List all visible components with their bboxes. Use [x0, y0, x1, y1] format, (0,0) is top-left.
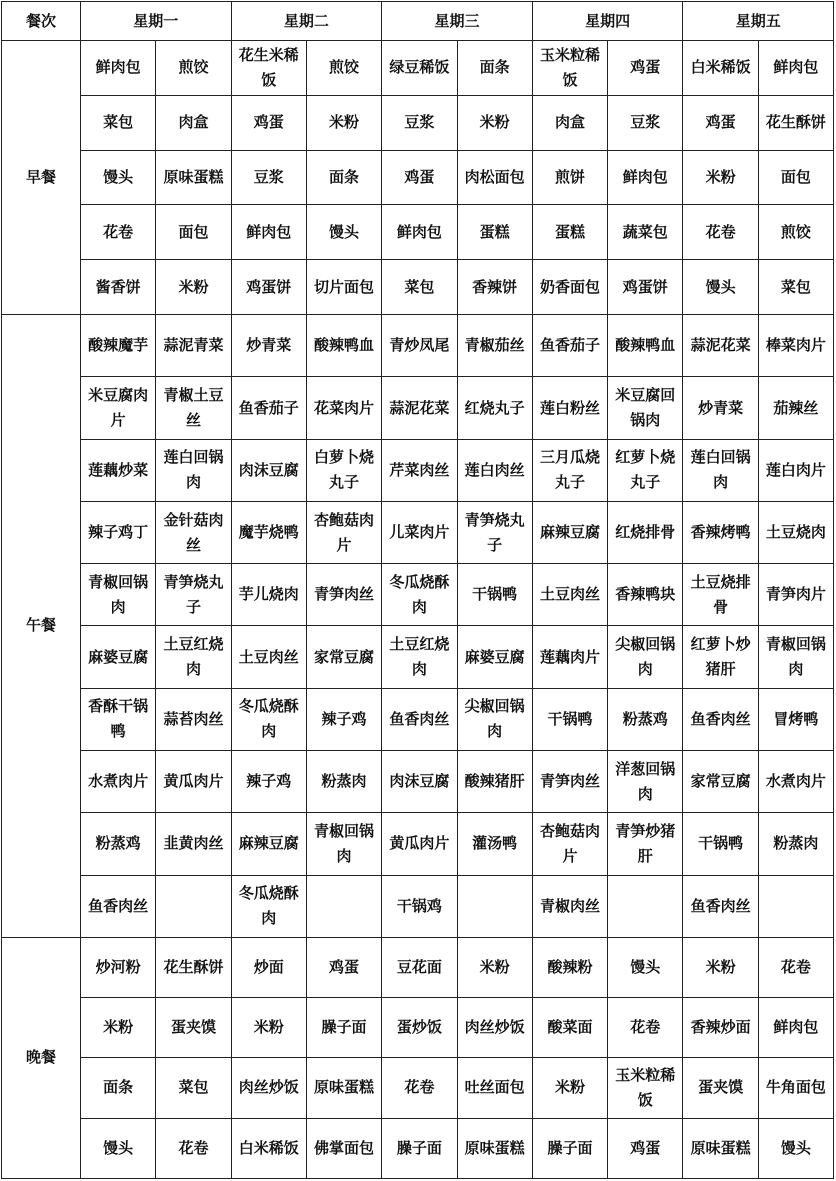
dish-cell: 辣子鸡丁: [81, 501, 156, 563]
dish-cell: 青笋炒猪肝: [608, 813, 683, 875]
dish-cell: 臊子面: [382, 1118, 457, 1178]
dish-cell: [156, 875, 231, 937]
dish-cell: 儿菜肉片: [382, 501, 457, 563]
dish-cell: 鱼香肉丝: [683, 688, 758, 750]
breakfast-row: [2, 41, 834, 96]
dish-cell: 杏鲍菇肉片: [532, 813, 607, 875]
dish-cell: 粉蒸肉: [306, 751, 381, 813]
dish-cell: 芹菜肉丝: [382, 439, 457, 501]
dish-cell: 蒜泥青菜: [156, 315, 231, 377]
dish-cell: 面条: [81, 1058, 156, 1118]
lunch-row: [2, 875, 834, 937]
dish-cell: 芋儿烧肉: [231, 564, 306, 626]
dish-cell: 青炒凤尾: [382, 315, 457, 377]
dish-cell: 莲白肉丝: [457, 439, 532, 501]
dish-cell: 米粉: [683, 150, 758, 205]
dish-cell: 家常豆腐: [683, 751, 758, 813]
dish-cell: 米豆腐回锅肉: [608, 377, 683, 439]
dish-cell: 酸辣猪肝: [457, 751, 532, 813]
dinner-row: [2, 1058, 834, 1118]
dish-cell: 鱼香茄子: [532, 315, 607, 377]
dish-cell: 肉丝炒饭: [231, 1058, 306, 1118]
dish-cell: 粉蒸鸡: [608, 688, 683, 750]
dish-cell: 馒头: [81, 1118, 156, 1178]
day-header-wednesday: 星期三: [382, 2, 533, 41]
dish-cell: 鱼香肉丝: [81, 875, 156, 937]
dish-cell: 鸡蛋饼: [231, 260, 306, 315]
dish-cell: 红烧排骨: [608, 501, 683, 563]
dish-cell: 莲白粉丝: [532, 377, 607, 439]
dish-cell: 菜包: [758, 260, 833, 315]
dish-cell: 佛掌面包: [306, 1118, 381, 1178]
dish-cell: 青椒肉丝: [532, 875, 607, 937]
dish-cell: 香辣鸭块: [608, 564, 683, 626]
dish-cell: 鸡蛋: [231, 95, 306, 150]
dish-cell: 米粉: [457, 937, 532, 997]
dish-cell: 米粉: [457, 95, 532, 150]
dish-cell: 鱼香茄子: [231, 377, 306, 439]
dish-cell: 菜包: [382, 260, 457, 315]
dish-cell: 鸡蛋: [683, 95, 758, 150]
dish-cell: 鲜肉包: [608, 150, 683, 205]
dish-cell: 米豆腐肉片: [81, 377, 156, 439]
dish-cell: 杏鲍菇肉片: [306, 501, 381, 563]
day-header-monday: 星期一: [81, 2, 232, 41]
dish-cell: 干锅鸭: [683, 813, 758, 875]
dish-cell: 香辣烤鸭: [683, 501, 758, 563]
dish-cell: 蛋糕: [457, 205, 532, 260]
dish-cell: 莲白肉片: [758, 439, 833, 501]
dish-cell: 奶香面包: [532, 260, 607, 315]
dish-cell: 洋葱回锅肉: [608, 751, 683, 813]
dish-cell: 水煮肉片: [81, 751, 156, 813]
dish-cell: 馒头: [306, 205, 381, 260]
dish-cell: 面包: [758, 150, 833, 205]
dish-cell: 鱼香肉丝: [683, 875, 758, 937]
dish-cell: 麻婆豆腐: [457, 626, 532, 688]
dish-cell: 酸辣鸭血: [306, 315, 381, 377]
dish-cell: 花卷: [156, 1118, 231, 1178]
dish-cell: 青椒土豆丝: [156, 377, 231, 439]
dish-cell: 黄瓜肉片: [156, 751, 231, 813]
dish-cell: 花卷: [683, 205, 758, 260]
dish-cell: 酸辣粉: [532, 937, 607, 997]
dish-cell: 米粉: [306, 95, 381, 150]
dish-cell: 粉蒸肉: [758, 813, 833, 875]
dish-cell: 黄瓜肉片: [382, 813, 457, 875]
lunch-row: [2, 439, 834, 501]
dish-cell: 炒面: [231, 937, 306, 997]
dish-cell: 蒜泥花菜: [382, 377, 457, 439]
dish-cell: 红烧丸子: [457, 377, 532, 439]
dish-cell: 土豆肉丝: [231, 626, 306, 688]
dish-cell: 冬瓜烧酥肉: [231, 688, 306, 750]
dish-cell: 肉沫豆腐: [231, 439, 306, 501]
dish-cell: 肉盒: [156, 95, 231, 150]
dish-cell: 豆花面: [382, 937, 457, 997]
dish-cell: 青笋肉丝: [306, 564, 381, 626]
dish-cell: 韭黄肉丝: [156, 813, 231, 875]
lunch-row: [2, 626, 834, 688]
dinner-row: [2, 937, 834, 997]
dish-cell: 米粉: [231, 998, 306, 1058]
dish-cell: 莲藕肉片: [532, 626, 607, 688]
lunch-row: [2, 315, 834, 377]
dish-cell: 煎饺: [156, 41, 231, 96]
dish-cell: 臊子面: [532, 1118, 607, 1178]
dish-cell: 莲白回锅肉: [156, 439, 231, 501]
dish-cell: 牛角面包: [758, 1058, 833, 1118]
dish-cell: 花卷: [81, 205, 156, 260]
dish-cell: 鱼香肉丝: [382, 688, 457, 750]
dish-cell: 馒头: [758, 1118, 833, 1178]
breakfast-meal-label: 早餐: [2, 41, 81, 315]
dish-cell: 青椒回锅肉: [81, 564, 156, 626]
dish-cell: 麻辣豆腐: [231, 813, 306, 875]
dish-cell: 原味蛋糕: [457, 1118, 532, 1178]
dish-cell: 辣子鸡: [306, 688, 381, 750]
dish-cell: 青椒回锅肉: [306, 813, 381, 875]
dish-cell: 蔬菜包: [608, 205, 683, 260]
dish-cell: 白米稀饭: [683, 41, 758, 96]
dish-cell: 鲜肉包: [81, 41, 156, 96]
menu-body: [2, 41, 834, 1179]
dish-cell: 米粉: [532, 1058, 607, 1118]
dish-cell: 干锅鸭: [457, 564, 532, 626]
dish-cell: 鸡蛋: [608, 1118, 683, 1178]
dish-cell: 肉丝炒饭: [457, 998, 532, 1058]
dish-cell: 土豆烧排骨: [683, 564, 758, 626]
dish-cell: 鲜肉包: [758, 41, 833, 96]
dish-cell: 青椒茄丝: [457, 315, 532, 377]
dish-cell: 花卷: [608, 998, 683, 1058]
day-header-tuesday: 星期二: [231, 2, 382, 41]
dish-cell: 炒青菜: [683, 377, 758, 439]
dish-cell: 土豆红烧肉: [382, 626, 457, 688]
dish-cell: 鸡蛋饼: [608, 260, 683, 315]
dish-cell: 酸菜面: [532, 998, 607, 1058]
dish-cell: 香辣炒面: [683, 998, 758, 1058]
meal-column-header: 餐次: [2, 2, 81, 41]
dish-cell: 干锅鸡: [382, 875, 457, 937]
breakfast-row: [2, 205, 834, 260]
dish-cell: 蒜苔肉丝: [156, 688, 231, 750]
dish-cell: 馒头: [81, 150, 156, 205]
dish-cell: 红萝卜炒猪肝: [683, 626, 758, 688]
lunch-row: [2, 813, 834, 875]
dish-cell: 三月瓜烧丸子: [532, 439, 607, 501]
dish-cell: [758, 875, 833, 937]
dish-cell: 蛋夹馍: [156, 998, 231, 1058]
dish-cell: 鸡蛋: [382, 150, 457, 205]
dish-cell: 酱香饼: [81, 260, 156, 315]
dish-cell: [306, 875, 381, 937]
dish-cell: 棒菜肉片: [758, 315, 833, 377]
dish-cell: 莲白回锅肉: [683, 439, 758, 501]
dish-cell: 米粉: [683, 937, 758, 997]
dish-cell: 冬瓜烧酥肉: [231, 875, 306, 937]
dish-cell: 魔芋烧鸭: [231, 501, 306, 563]
dish-cell: 煎饺: [306, 41, 381, 96]
dish-cell: 土豆肉丝: [532, 564, 607, 626]
dish-cell: 干锅鸭: [532, 688, 607, 750]
dish-cell: 馒头: [683, 260, 758, 315]
dish-cell: 酸辣魔芋: [81, 315, 156, 377]
dish-cell: 茄辣丝: [758, 377, 833, 439]
dish-cell: 豆浆: [231, 150, 306, 205]
dinner-row: [2, 998, 834, 1058]
dish-cell: 水煮肉片: [758, 751, 833, 813]
day-header-friday: 星期五: [683, 2, 834, 41]
dish-cell: 吐丝面包: [457, 1058, 532, 1118]
lunch-meal-label: 午餐: [2, 315, 81, 938]
dish-cell: 蒜泥花菜: [683, 315, 758, 377]
dish-cell: 鲜肉包: [758, 998, 833, 1058]
dish-cell: 豆浆: [608, 95, 683, 150]
dish-cell: 原味蛋糕: [306, 1058, 381, 1118]
dish-cell: 香辣饼: [457, 260, 532, 315]
dish-cell: 花生酥饼: [156, 937, 231, 997]
dish-cell: 玉米粒稀饭: [532, 41, 607, 96]
dish-cell: 土豆烧肉: [758, 501, 833, 563]
dish-cell: 肉松面包: [457, 150, 532, 205]
dish-cell: 青笋烧丸子: [156, 564, 231, 626]
dish-cell: 肉盒: [532, 95, 607, 150]
dish-cell: 煎饺: [758, 205, 833, 260]
lunch-row: [2, 564, 834, 626]
dish-cell: 臊子面: [306, 998, 381, 1058]
dish-cell: 土豆红烧肉: [156, 626, 231, 688]
dish-cell: 鸡蛋: [306, 937, 381, 997]
dish-cell: 麻辣豆腐: [532, 501, 607, 563]
dish-cell: 米粉: [156, 260, 231, 315]
dish-cell: 面条: [457, 41, 532, 96]
dish-cell: 鲜肉包: [382, 205, 457, 260]
dish-cell: 切片面包: [306, 260, 381, 315]
dish-cell: 炒青菜: [231, 315, 306, 377]
dish-cell: 酸辣鸭血: [608, 315, 683, 377]
dish-cell: 绿豆稀饭: [382, 41, 457, 96]
dish-cell: 冒烤鸭: [758, 688, 833, 750]
dish-cell: 尖椒回锅肉: [608, 626, 683, 688]
dish-cell: 麻婆豆腐: [81, 626, 156, 688]
dish-cell: 蛋糕: [532, 205, 607, 260]
dish-cell: 菜包: [156, 1058, 231, 1118]
dish-cell: 青笋肉片: [758, 564, 833, 626]
weekly-menu-table: [1, 1, 834, 1179]
header-row: [2, 2, 834, 41]
dish-cell: 粉蒸鸡: [81, 813, 156, 875]
lunch-row: [2, 501, 834, 563]
breakfast-row: [2, 260, 834, 315]
dish-cell: 花卷: [382, 1058, 457, 1118]
dish-cell: 玉米粒稀饭: [608, 1058, 683, 1118]
dish-cell: 蛋炒饭: [382, 998, 457, 1058]
dish-cell: 花生米稀饭: [231, 41, 306, 96]
dish-cell: 馒头: [608, 937, 683, 997]
dish-cell: 青椒回锅肉: [758, 626, 833, 688]
dish-cell: 白萝卜烧丸子: [306, 439, 381, 501]
lunch-row: [2, 751, 834, 813]
breakfast-row: [2, 95, 834, 150]
dish-cell: 青笋烧丸子: [457, 501, 532, 563]
dish-cell: 灌汤鸭: [457, 813, 532, 875]
breakfast-row: [2, 150, 834, 205]
dinner-meal-label: 晚餐: [2, 937, 81, 1178]
dish-cell: 豆浆: [382, 95, 457, 150]
dish-cell: 煎饼: [532, 150, 607, 205]
dish-cell: 米粉: [81, 998, 156, 1058]
dish-cell: 白米稀饭: [231, 1118, 306, 1178]
dish-cell: [457, 875, 532, 937]
lunch-row: [2, 377, 834, 439]
dish-cell: 原味蛋糕: [156, 150, 231, 205]
dish-cell: 蛋夹馍: [683, 1058, 758, 1118]
dish-cell: 原味蛋糕: [683, 1118, 758, 1178]
dish-cell: 菜包: [81, 95, 156, 150]
dish-cell: 尖椒回锅肉: [457, 688, 532, 750]
dish-cell: 香酥干锅鸭: [81, 688, 156, 750]
dish-cell: 家常豆腐: [306, 626, 381, 688]
dish-cell: [608, 875, 683, 937]
dish-cell: 莲藕炒菜: [81, 439, 156, 501]
dish-cell: 冬瓜烧酥肉: [382, 564, 457, 626]
dish-cell: 肉沫豆腐: [382, 751, 457, 813]
dish-cell: 鲜肉包: [231, 205, 306, 260]
dish-cell: 鸡蛋: [608, 41, 683, 96]
day-header-thursday: 星期四: [532, 2, 683, 41]
dish-cell: 青笋肉丝: [532, 751, 607, 813]
dish-cell: 花生酥饼: [758, 95, 833, 150]
dish-cell: 花卷: [758, 937, 833, 997]
dish-cell: 金针菇肉丝: [156, 501, 231, 563]
dinner-row: [2, 1118, 834, 1178]
lunch-row: [2, 688, 834, 750]
dish-cell: 花菜肉片: [306, 377, 381, 439]
dish-cell: 炒河粉: [81, 937, 156, 997]
dish-cell: 红萝卜烧丸子: [608, 439, 683, 501]
dish-cell: 面包: [156, 205, 231, 260]
dish-cell: 辣子鸡: [231, 751, 306, 813]
dish-cell: 面条: [306, 150, 381, 205]
